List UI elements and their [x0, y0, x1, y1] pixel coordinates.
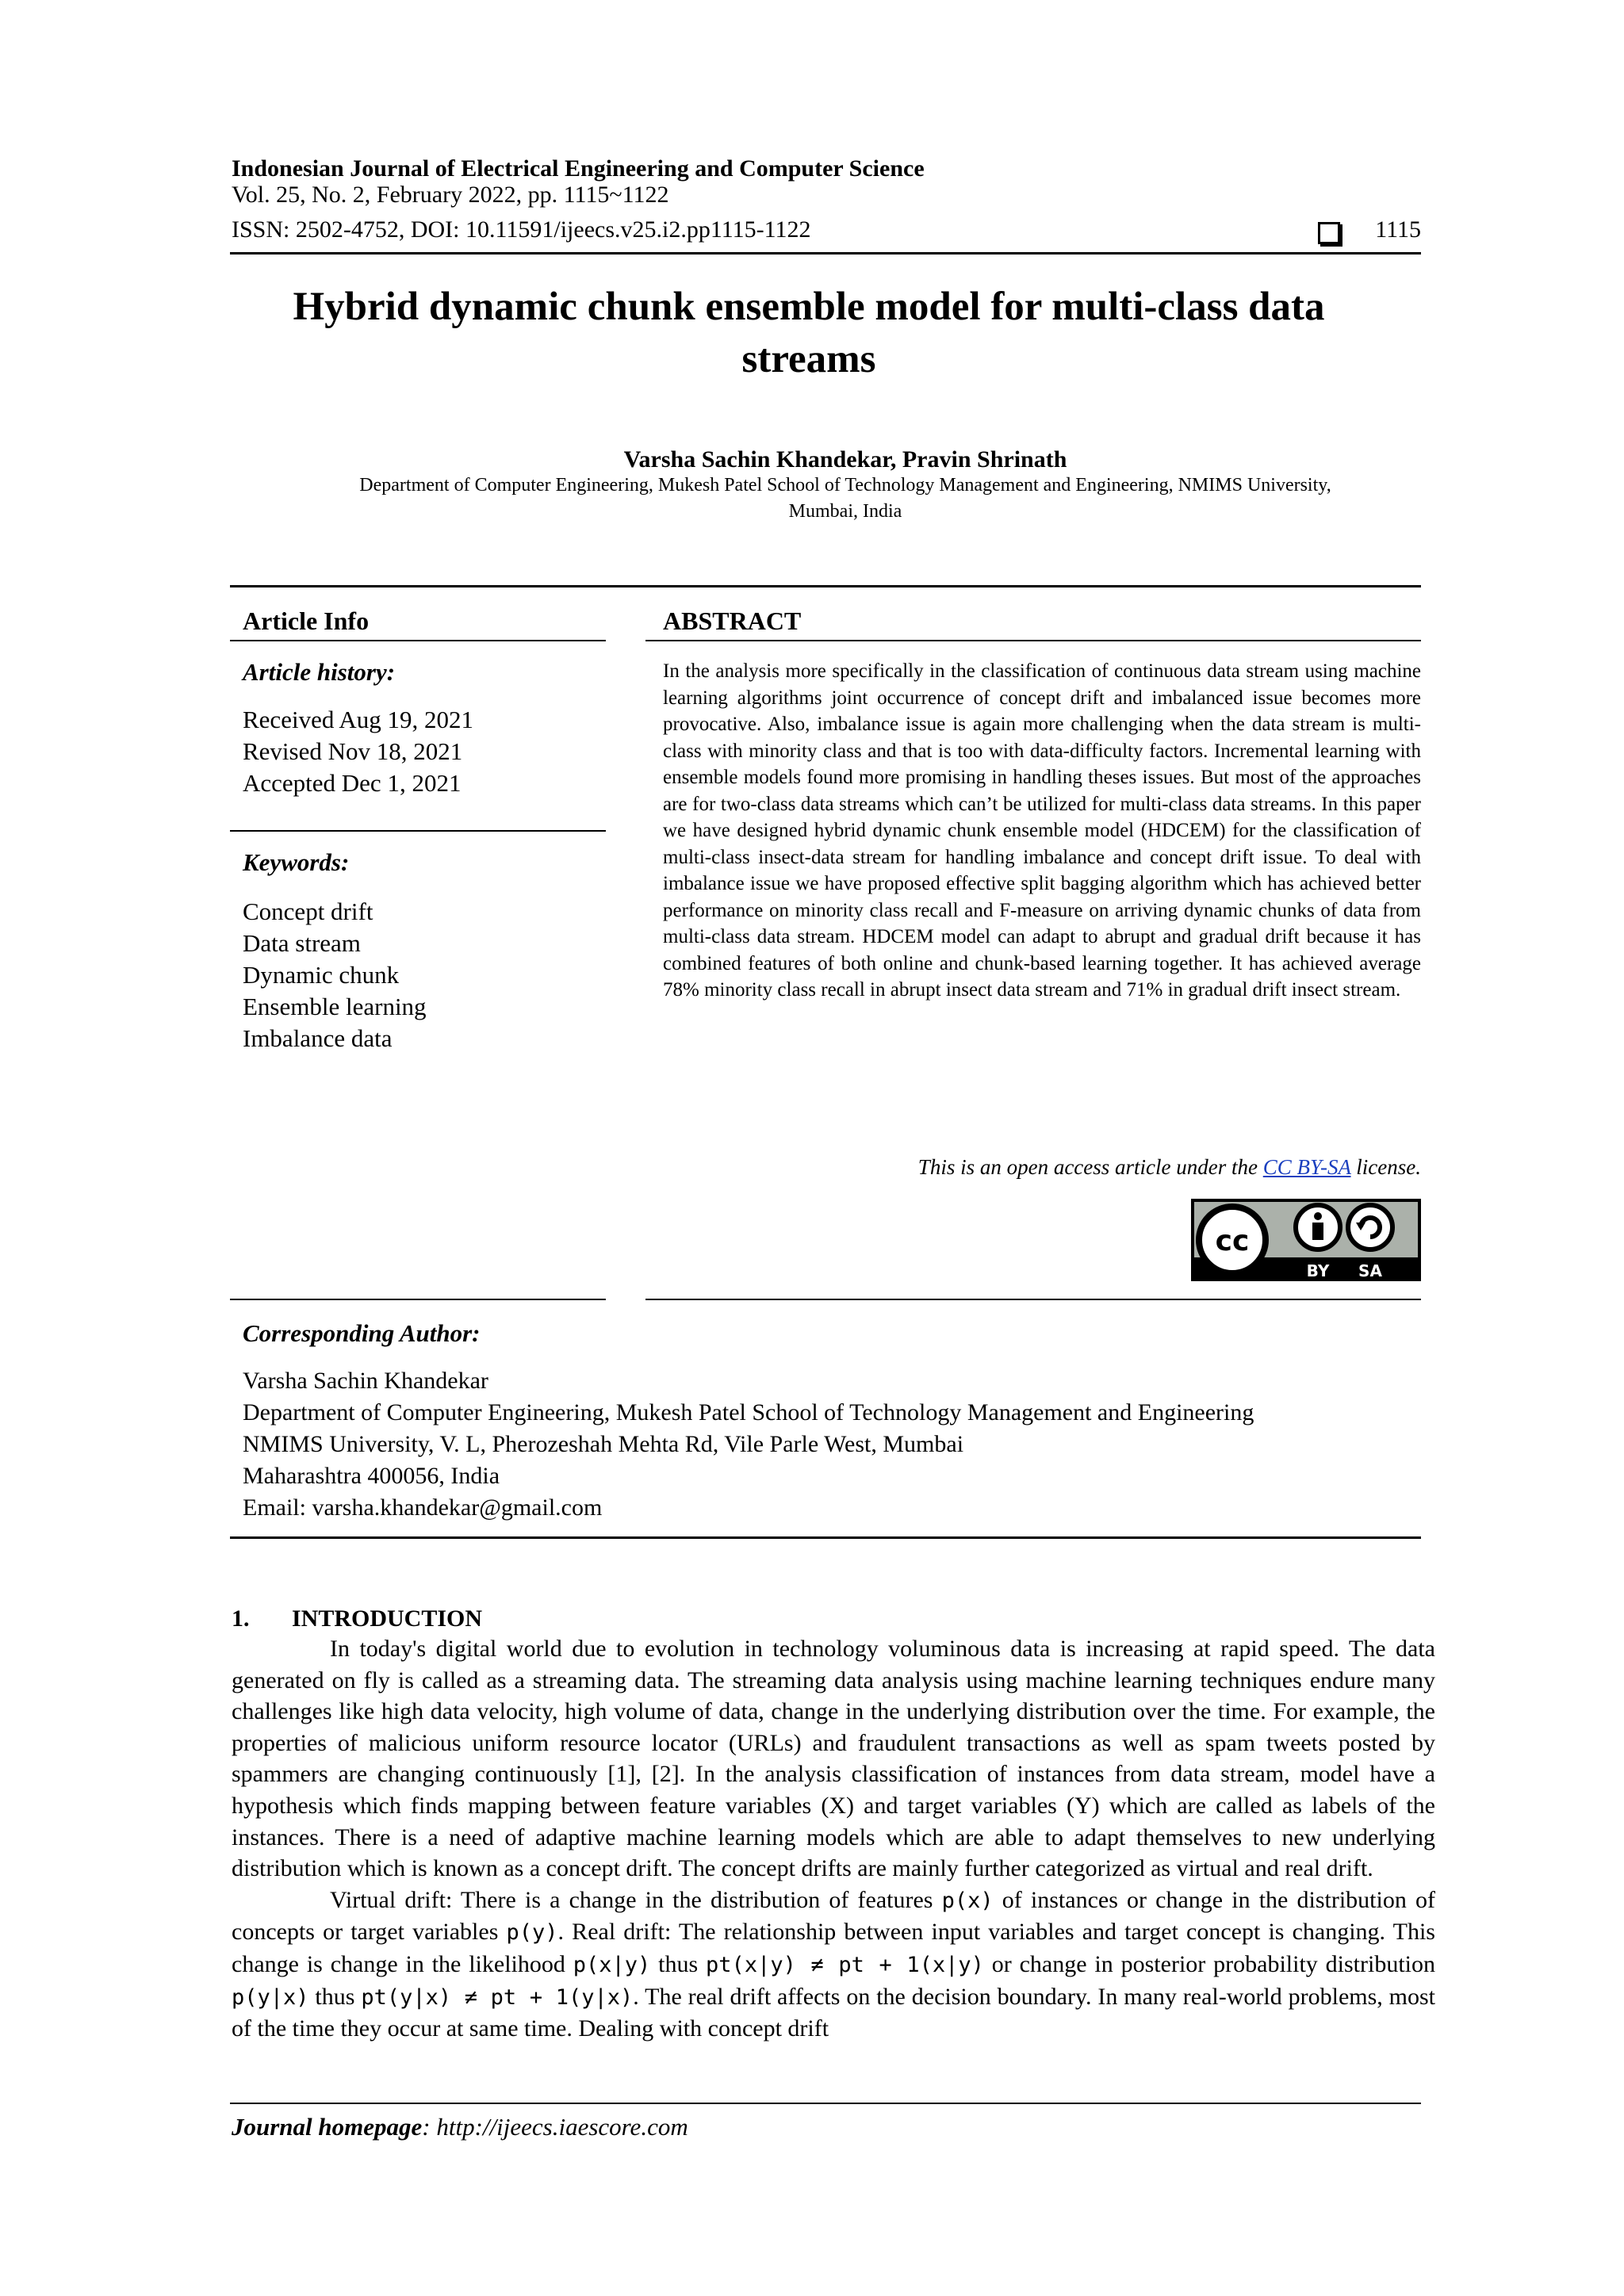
article-info-bottom-rule	[230, 1299, 606, 1300]
math-inequality-2: pt(y|x) ≠ pt + 1(y|x)	[361, 1984, 634, 2010]
section-title: INTRODUCTION	[292, 1605, 483, 1632]
corresponding-address: NMIMS University, V. L, Pherozeshah Mehta Rd, Vile Parle West, Mumbai	[243, 1431, 964, 1457]
abstract-text: In the analysis more specifically in the classification of continuous data stream using machine learning algorithms joint occurrence of concept drift and imbalanced issue becomes more provocative. Also, imbalance issue is again more challenging when the data stream is multi-class with minority class and that is too with data-difficulty factors. Incremental learning with ensemble models found more promising in handling theses issues. But most of the approaches are for two-class data streams which can’t be utilized for multi-class data streams. In this paper we have designed hybrid dynamic chunk ensemble model (HDCEM) for the classification of multi-class insect-data stream for handling imbalance and concept drift issue. To deal with imbalance issue we have proposed effective split bagging algorithm which has achieved better performance on minority class recall and F-measure on arriving dynamic chunks of data from multi-class data stream. HDCEM model can adapt to abrupt and gradual drift because it has combined features of both online and chunk-based learning together. It has achieved average 78% minority class recall in abrupt insect data stream and 71% in gradual drift insect stream.	[663, 660, 1421, 1001]
abstract-heading: ABSTRACT	[663, 607, 802, 635]
corresponding-email: Email: varsha.khandekar@gmail.com	[243, 1494, 603, 1521]
article-history	[243, 704, 473, 799]
history-received: Received Aug 19, 2021	[243, 706, 474, 733]
keywords-heading: Keywords:	[243, 848, 350, 876]
journal-name: Indonesian Journal of Electrical Engineering and Computer Science	[232, 155, 925, 182]
abstract-bottom-rule	[645, 1299, 1421, 1300]
footer-label: Journal homepage	[232, 2113, 423, 2141]
page-number: 1115	[1375, 216, 1421, 243]
square-bullet-icon	[1318, 222, 1340, 244]
badge-by-label: BY	[1306, 1261, 1330, 1280]
badge-sa-label: SA	[1358, 1261, 1382, 1280]
corresponding-name: Varsha Sachin Khandekar	[243, 1368, 488, 1394]
cc-logo-text: cc	[1215, 1225, 1250, 1257]
keywords-list	[243, 896, 427, 1054]
keyword-item: Concept drift	[243, 897, 373, 925]
abstract-rule	[645, 640, 1421, 641]
info-box-top-rule	[230, 585, 1421, 587]
keyword-item: Imbalance data	[243, 1024, 393, 1052]
cc-by-sa-badge[interactable]	[1191, 1199, 1421, 1281]
share-alike-icon	[1348, 1205, 1392, 1249]
corresponding-author-heading: Corresponding Author:	[243, 1319, 481, 1347]
paper-title-line-2: streams	[741, 337, 876, 381]
introduction-body	[232, 1633, 1435, 2045]
journal-issn-doi: ISSN: 2502-4752, DOI: 10.11591/ijeecs.v25.i2.pp1115-1122	[232, 216, 811, 243]
math-pyx: p(y|x)	[232, 1984, 309, 2010]
math-pxy: p(x|y)	[573, 1952, 651, 1977]
math-py: p(y)	[506, 1920, 558, 1946]
journal-homepage: Journal homepage: http://ijeecs.iaescore.com	[232, 2113, 688, 2141]
article-info-heading: Article Info	[243, 607, 370, 635]
corresponding-bottom-rule	[230, 1536, 1421, 1539]
keyword-item: Data stream	[243, 929, 361, 957]
affiliation	[238, 473, 1453, 525]
license-statement	[918, 1155, 1421, 1180]
article-info-rule	[230, 640, 606, 641]
corresponding-state: Maharashtra 400056, India	[243, 1463, 500, 1489]
authors: Varsha Sachin Khandekar, Pravin Shrinath	[623, 446, 1067, 473]
affiliation-line-1: Department of Computer Engineering, Mukesh Patel School of Technology Management and Engineering, NMIMS University,	[359, 475, 1331, 496]
intro-paragraph-2: Virtual drift: There is a change in the distribution of features p(x) of instances or change in the distribution of concepts or target variables p(y). Real drift: The relationship between input variables and target concept is changing. This change is change in the likelihood p(x|y) thus pt(x|y) ≠ pt + 1(x|y) or change in posterior probability distribution p(y|x) thus pt(y|x) ≠ pt + 1(y|x). The real drift affects on the decision boundary. In many real-world problems, most of the time they occur at same time. Dealing with concept drift	[232, 1886, 1436, 2042]
section-number: 1.	[232, 1605, 250, 1632]
license-suffix: license.	[1350, 1155, 1421, 1179]
journal-volume: Vol. 25, No. 2, February 2022, pp. 1115~1122	[232, 182, 669, 208]
article-history-heading: Article history:	[243, 658, 396, 686]
corresponding-department: Department of Computer Engineering, Mukesh Patel School of Technology Management and Engineering	[243, 1399, 1254, 1425]
affiliation-line-2: Mumbai, India	[788, 501, 902, 522]
corresponding-author-details	[243, 1365, 1254, 1524]
intro-paragraph-1: In today's digital world due to evolution in technology voluminous data is increasing at rapid speed. The data generated on fly is called as a streaming data. The streaming data analysis using machine learning techniques endure many challenges like high data velocity, high volume of data, change in the underlying distribution over the time. For example, the properties of malicious uniform resource locator (URLs) and fraudulent transactions as well as spam tweets posted by spammers are changing continuously [1], [2]. In the analysis classification of instances from data stream, model have a hypothesis which finds mapping between feature variables (X) and target variables (Y) which are called as labels of the instances. There is a need of adaptive machine learning models which are able to adapt themselves to new underlying distribution which is known as a concept drift. The concept drifts are mainly further categorized as virtual and real drift.	[232, 1636, 1435, 1882]
keywords-rule	[230, 830, 606, 832]
section-heading-introduction	[232, 1605, 482, 1632]
license-prefix: This is an open access article under the	[917, 1155, 1263, 1179]
footer-rule	[230, 2103, 1421, 2104]
journal-homepage-url[interactable]: http://ijeecs.iaescore.com	[436, 2113, 688, 2141]
history-revised: Revised Nov 18, 2021	[243, 737, 463, 765]
header-rule	[230, 252, 1421, 254]
math-px: p(x)	[941, 1888, 994, 1913]
keyword-item: Ensemble learning	[243, 993, 427, 1020]
math-inequality-1: pt(x|y) ≠ pt + 1(x|y)	[706, 1952, 984, 1977]
history-accepted: Accepted Dec 1, 2021	[243, 769, 462, 797]
keyword-item: Dynamic chunk	[243, 961, 400, 989]
paper-title-line-1: Hybrid dynamic chunk ensemble model for multi-class data	[293, 285, 1325, 329]
paper-title	[230, 281, 1388, 385]
cc-by-sa-link[interactable]: CC BY-SA	[1262, 1155, 1351, 1179]
